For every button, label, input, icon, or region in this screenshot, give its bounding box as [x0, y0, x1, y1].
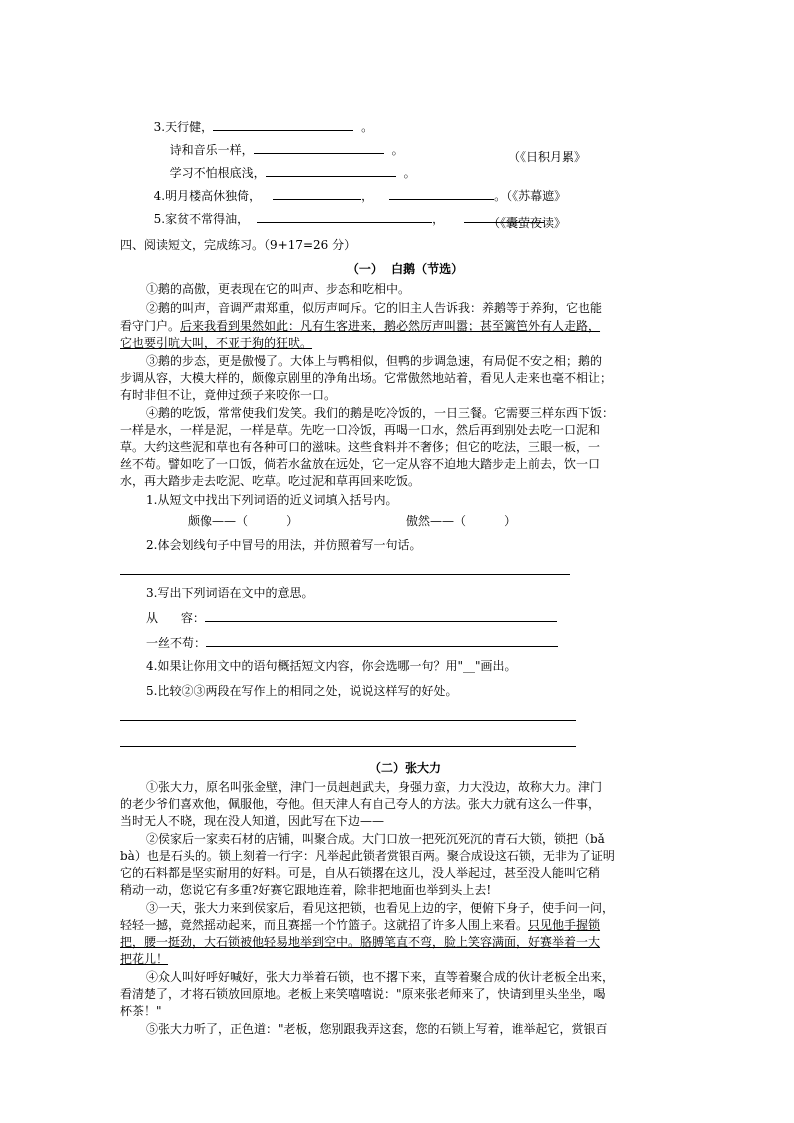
answer-blank[interactable]	[257, 210, 432, 223]
answer-blank[interactable]	[206, 634, 558, 647]
passage-2-para: 当时无人不晓，现在没人知道，因此写在下边——	[120, 814, 385, 828]
underlined-sentence: 把，腰一挺劲，大石锁被他轻易地举到空中。胳膊笔直不弯，脸上笑容满面，好赛举着一大	[120, 935, 601, 949]
passage-2-para: 它的石料都是坚实耐用的好料。可是，自从石锁撂在这儿，没人举起过，甚至没人能叫它稍	[120, 866, 601, 880]
passage-1-para: ①鹅的高傲，更表现在它的叫声、步态和吃相中。	[146, 282, 411, 296]
answer-blank[interactable]	[205, 609, 557, 622]
fill-line-2: 诗和音乐一样， 。	[169, 143, 404, 157]
question-5: 5.比较②③两段在写作上的相同之处，说说这样写的好处。	[146, 684, 458, 698]
underlined-sentence: 只见他手握锁	[528, 918, 601, 932]
passage-2-para: bà）也是石头的。锁上刻着一行字：凡举起此锁者赏银百两。聚合成设这石锁，无非为了证明	[120, 849, 615, 863]
passage-1-para: ②鹅的叫声，音调严肃郑重，似厉声呵斥。它的旧主人告诉我：养鹅等于养狗，它也能	[146, 301, 603, 315]
passage-2-para: ④众人叫好呼好喊好，张大力举着石锁，也不撂下来，直等着聚合成的伙计老板全出来，	[146, 970, 615, 984]
passage-1-para: ③鹅的步态，更是傲慢了。大体上与鸭相似，但鸭的步调急速，有局促不安之相；鹅的	[146, 354, 603, 368]
passage-2-title: （二）张大力	[368, 761, 441, 775]
question-1b: 傲然——（ ）	[406, 514, 517, 528]
passage-1-para: 看守门户。后来我看到果然如此：凡有生客进来，鹅必然厉声叫嚣；甚至篱笆外有人走路，	[120, 319, 601, 333]
passage-1-para: 有时非但不让，竟伸过颈子来咬你一口。	[120, 388, 337, 402]
fill-line-1: 3.天行健， 。	[153, 120, 374, 134]
fill-line-3: 学习不怕根底浅， 。	[169, 166, 416, 180]
question-3a: 从 容：	[146, 609, 557, 625]
passage-2-para: ⑤张大力听了，正色道："老板，您别跟我弄这套，您的石锁上写着，谁举起它，赏银百	[146, 1022, 608, 1036]
passage-1-para: ④鹅的吃饭，常常使我们发笑。我们的鹅是吃冷饭的，一日三餐。它需要三样东西下饭：	[146, 406, 615, 420]
source-nangying: （《囊萤夜读》	[488, 216, 567, 230]
passage-2-para: 轻轻一撼，竟然摇动起来，而且赛摇一个竹篮子。这就招了许多人围上来看。只见他手握锁	[120, 918, 601, 932]
question-2: 2.体会划线句子中冒号的用法，并仿照着写一句话。	[146, 538, 422, 552]
question-1a: 颇像——（ ）	[188, 514, 299, 528]
fill-line-5: 5.家贫不常得油， ，	[146, 196, 544, 226]
passage-2-para: ②侯家后一家卖石材的店铺，叫聚合成。大门口放一把死沉死沉的青石大锁，锁把（bǎ	[146, 832, 605, 846]
passage-2-para: 杯茶！"	[120, 1004, 162, 1018]
question-3b: 一丝不苟：	[146, 634, 558, 650]
passage-2-para: ①张大力，原名叫张金壁，津门一员赳赳武夫，身强力蛮，力大没边，故称大力。津门	[146, 780, 603, 794]
underlined-sentence: 它也要引吭大叫，不亚于狗的狂吠。	[120, 336, 313, 350]
underlined-sentence: 后来我看到果然如此：凡有生客进来，鹅必然厉声叫嚣；甚至篱笆外有人走路，	[180, 319, 601, 333]
question-1: 1.从短文中找出下列词语的近义词填入括号内。	[146, 493, 398, 507]
answer-line[interactable]	[120, 720, 576, 721]
question-4: 4.如果让你用文中的语句概括短文内容，你会选哪一句？用"__"画出。	[146, 659, 517, 673]
passage-1-para: 水，再大踏步走去吃泥、吃草。吃过泥和草再回来吃饭。	[120, 474, 421, 488]
source-rijiyuelei: （《日积月累》	[508, 150, 587, 164]
passage-1-para: 草。大约这些泥和草也有各种可口的滋味。这些食料并不奢侈；但它的吃法，三眼一板，一	[120, 440, 601, 454]
underlined-sentence: 把花儿！	[120, 952, 169, 966]
fill-line-4: 4.明月楼高休独倚， ， 。（《苏幕遮》	[153, 189, 567, 203]
section-4-heading: 四、阅读短文，完成练习。（9+17=26 分）	[120, 238, 357, 252]
passage-1-para: 步调从容，大模大样的，颇像京剧里的净角出场。它常傲然地站着，看见人走来也毫不相让；	[120, 371, 613, 385]
passage-1-para: 一样是水，一样是泥，一样是草。先吃一口冷饭，再喝一口水，然后再到别处去吃一口泥和	[120, 423, 601, 437]
passage-2-para: 稍动一动，您说它有多重?好赛它跟地连着，除非把地面也举到头上去!	[120, 883, 492, 897]
passage-1-title: （一） 白鹅（节选）	[346, 262, 464, 276]
passage-2-para: 看清楚了，才将石锁放回原地。老板上来笑嘻嘻说："原来张老师来了，快请到里头坐坐，喝	[120, 987, 606, 1001]
question-3: 3.写出下列词语在文中的意思。	[146, 586, 314, 600]
passage-2-para: ③一天，张大力来到侯家后，看见这把锁，也看见上边的字，便俯下身子，使手问一问，	[146, 901, 615, 915]
answer-line[interactable]	[120, 746, 576, 747]
passage-2-para: 的老少爷们喜欢他，佩服他，夸他。但天津人有自己夸人的方法。张大力就有这么一件事，	[120, 797, 601, 811]
answer-line[interactable]	[120, 574, 570, 575]
passage-1-para: 丝不苟。譬如吃了一口饭，倘若水盆放在远处，它一定从容不迫地大踏步走上前去，饮一口	[120, 457, 601, 471]
